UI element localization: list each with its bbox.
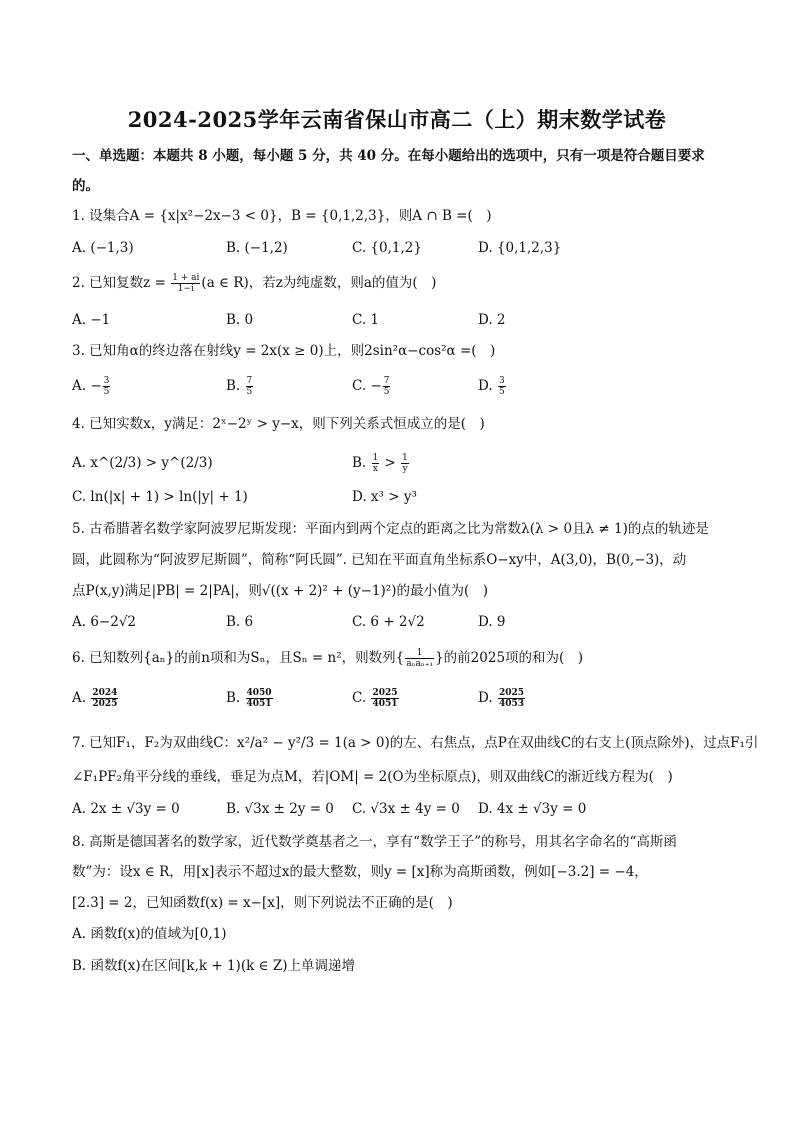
q3-c-den: 5 (383, 387, 390, 397)
q6-frac-num: 1 (405, 648, 434, 659)
q3-option-d (478, 376, 507, 397)
q6-fraction (405, 648, 434, 669)
q7-option-d: D. 4x ± √3y = 0 (478, 801, 587, 817)
q6-d-num: 2025 (498, 688, 524, 698)
q1-option-a: A. (−1,3) (72, 240, 134, 256)
q4-option-a: A. x^(2/3) > y^(2/3) (72, 455, 213, 471)
q4-b-num2: 1 (402, 453, 408, 463)
q3-a-label: A. − (72, 378, 102, 394)
q3-d-den: 5 (498, 387, 505, 397)
q3-stem: 3. 已知角α的终边落在射线y = 2x(x ≥ 0)上，则2sin²α−cos²α =( ) (72, 343, 496, 359)
q4-option-d: D. x³ > y³ (352, 489, 417, 505)
q6-d-label: D. (478, 690, 497, 706)
q6-d-den: 4053 (498, 699, 524, 709)
q6-b-den: 4051 (246, 699, 272, 709)
q8-line2: 数”为：设x ∈ R，用[x]表示不超过x的最大整数，则y = [x]称为高斯函数，例如[−3.2] = −4， (72, 864, 648, 880)
q3-c-num: 7 (383, 376, 390, 386)
q2-frac-den: 1−i (177, 284, 194, 294)
q6-stem-post: }的前2025项的和为( ) (435, 650, 584, 666)
q6-option-a (72, 688, 119, 709)
q3-c-label: C. − (352, 378, 382, 394)
q1-stem: 1. 设集合A = {x|x²−2x−3 < 0}，B = {0,1,2,3}，则A ∩ B =( ) (72, 208, 492, 224)
q5-line2: 圆，此圆称为“阿波罗尼斯圆”，简称“阿氏圆”. 已知在平面直角坐标系O−xy中，A(3,0)，B(0,−3)，动 (72, 552, 687, 568)
q8-line1: 8. 高斯是德国著名的数学家，近代数学奠基者之一，享有“数学王子”的称号，用其名字命名的“高斯函 (72, 834, 677, 850)
q6-b-label: B. (226, 690, 245, 706)
q3-c-frac (383, 376, 391, 397)
q3-b-frac (246, 376, 254, 397)
q6-c-num: 2025 (372, 688, 398, 698)
q6-option-b (226, 688, 274, 709)
q3-d-label: D. (478, 378, 497, 394)
q7-option-c: C. √3x ± 4y = 0 (352, 801, 460, 817)
q3-a-den: 5 (103, 387, 110, 397)
q1-option-d: D. {0,1,2,3} (478, 240, 562, 256)
q3-option-c (352, 376, 391, 397)
q5-line3: 点P(x,y)满足|PB| = 2|PA|，则√((x + 2)² + (y−1)²)的最小值为( ) (72, 583, 489, 599)
q1-option-c: C. {0,1,2} (352, 240, 422, 256)
q6-c-frac (371, 688, 398, 709)
q3-a-num: 3 (103, 376, 110, 386)
q6-a-label: A. (72, 690, 91, 706)
q2-fraction (171, 273, 200, 294)
q6-c-den: 4051 (372, 699, 398, 709)
q7-option-b: B. √3x ± 2y = 0 (226, 801, 334, 817)
q6-b-frac (246, 688, 273, 709)
q2-option-b: B. 0 (226, 312, 254, 328)
q6-a-num: 2024 (92, 688, 118, 698)
q8-option-b: B. 函数f(x)在区间[k,k + 1)(k ∈ Z)上单调递增 (72, 958, 355, 974)
q7-line2: ∠F₁PF₂角平分线的垂线，垂足为点M，若|OM| = 2(O为坐标原点)，则双曲线C的渐近线方程为( ) (72, 769, 673, 785)
q2-option-c: C. 1 (352, 312, 380, 328)
q6-stem (72, 648, 583, 669)
q3-b-den: 5 (246, 387, 253, 397)
q3-b-label: B. (226, 378, 245, 394)
q4-b-label: B. (352, 455, 371, 471)
q4-option-c: C. ln(|x| + 1) > ln(|y| + 1) (72, 489, 248, 505)
q6-d-frac (498, 688, 525, 709)
section-header-line2: 的。 (72, 178, 99, 194)
q6-a-den: 2025 (92, 699, 118, 709)
q2-option-a: A. −1 (72, 312, 111, 328)
q8-option-a: A. 函数f(x)的值域为[0,1) (72, 926, 227, 942)
q3-a-frac (103, 376, 111, 397)
q4-b-den1: x (372, 464, 378, 474)
q2-stem-post: (a ∈ R)，若z为纯虚数，则a的值为( ) (201, 275, 437, 291)
q2-stem (72, 273, 436, 294)
q4-b-frac1 (372, 453, 380, 474)
q3-option-a (72, 376, 111, 397)
section-header-line1: 一、单选题：本题共 8 小题，每小题 5 分，共 40 分。在每小题给出的选项中，只有一项是符合题目要求 (72, 148, 705, 164)
q5-line1: 5. 古希腊著名数学家阿波罗尼斯发现：平面内到两个定点的距离之比为常数λ(λ > 0且λ ≠ 1)的点的轨迹是 (72, 521, 709, 537)
q6-a-frac (91, 688, 118, 709)
q1-option-b: B. (−1,2) (226, 240, 288, 256)
q3-d-frac (498, 376, 506, 397)
q2-stem-pre: 2. 已知复数z = (72, 275, 171, 291)
q6-option-d (478, 688, 526, 709)
q5-option-d: D. 9 (478, 614, 506, 630)
q6-option-c (352, 688, 400, 709)
q7-line1: 7. 已知F₁，F₂为双曲线C：x²/a² − y²/3 = 1(a > 0)的左、右焦点，点P在双曲线C的右支上(顶点除外)，过点F₁引 (72, 735, 759, 751)
q4-b-den2: y (402, 464, 408, 474)
q5-option-c: C. 6 + 2√2 (352, 614, 425, 630)
q8-line3: [2.3] = 2，已知函数f(x) = x−[x]，则下列说法不正确的是( ) (72, 895, 453, 911)
q4-option-b (352, 453, 410, 474)
q4-b-frac2 (401, 453, 409, 474)
q5-option-a: A. 6−2√2 (72, 614, 137, 630)
q4-stem: 4. 已知实数x，y满足：2ˣ−2ʸ > y−x，则下列关系式恒成立的是( ) (72, 416, 485, 432)
q2-frac-num: 1 + ai (172, 273, 200, 283)
q2-option-d: D. 2 (478, 312, 506, 328)
page-title: 2024-2025学年云南省保山市高二（上）期末数学试卷 (127, 107, 667, 132)
q3-b-num: 7 (246, 376, 253, 386)
q3-option-b (226, 376, 254, 397)
q7-option-a: A. 2x ± √3y = 0 (72, 801, 180, 817)
q5-option-b: B. 6 (226, 614, 254, 630)
q4-b-num1: 1 (372, 453, 379, 463)
q4-b-mid: > (380, 455, 401, 471)
q6-b-num: 4050 (246, 688, 272, 698)
q6-c-label: C. (352, 690, 371, 706)
q6-stem-pre: 6. 已知数列{aₙ}的前n项和为Sₙ，且Sₙ = n²，则数列{ (72, 650, 405, 666)
q3-d-num: 3 (498, 376, 505, 386)
q6-frac-den: aₙaₙ₊₁ (406, 659, 434, 669)
